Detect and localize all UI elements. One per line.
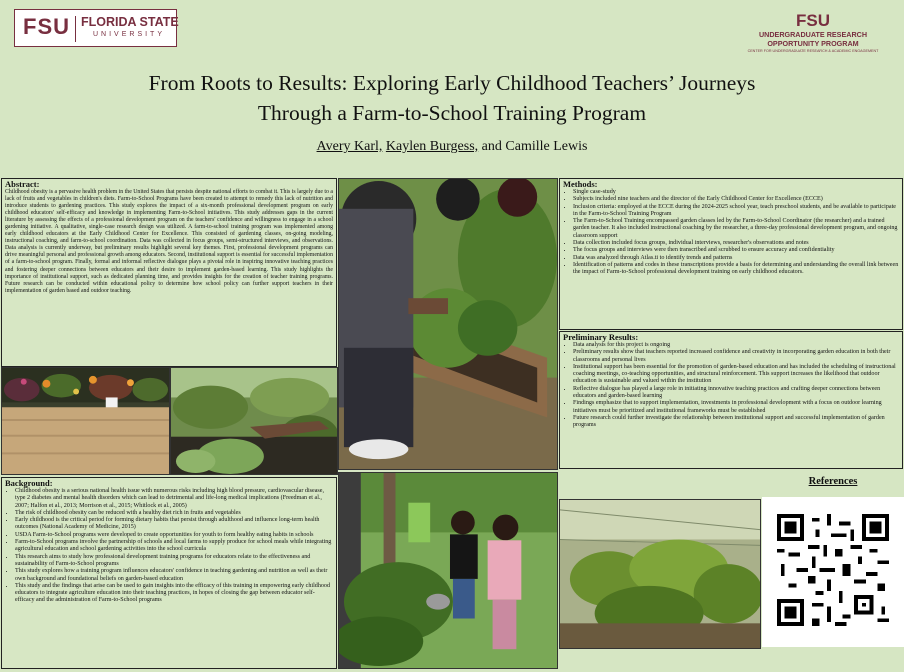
author-3: and Camille Lewis xyxy=(481,139,588,154)
urop-logo-line2: OPPORTUNITY PROGRAM xyxy=(767,39,859,48)
list-item: • Single case-study xyxy=(573,189,899,196)
abstract-heading: Abstract: xyxy=(5,179,40,189)
list-item: • The focus groups and interviews were then transcribed and scrubbed to ensure accuracy and confidentiality xyxy=(573,247,899,254)
list-item: • This study and the findings that arise can be used to gain insights into the efficacy of this training in empowering early childhood educators to integrate agriculture education into their teaching practices, in hopes of closing the gap between educator self-efficacy and the administration of Farm-to-School programs xyxy=(15,583,333,605)
list-item: • Preliminary results show that teachers reported increased confidence and creativity in incorporating garden education in both their classrooms and personal lives xyxy=(573,349,899,364)
methods-heading: Methods: xyxy=(563,179,598,189)
photo-greenhouse-plants xyxy=(559,499,761,649)
fsu-logo xyxy=(14,9,177,47)
abstract-text: Childhood obesity is a pervasive health problem in the United States that persists despite national efforts to combat it. This is largely due to a lack of fruits and vegetables in children's diets. Farm-to-School Programs have been created to attempt to remedy this lack of nutrition and introduce students to gardening practices. This study explores the impact of a six-month professional development program on early childhood educators' self-efficacy and knowledge in implementing Farm-to-School initiatives. This study addresses gaps in the current literature by assessing the effects of a professional development program on the teachers' confidence and willingness to engage in a school gardening initiative. A qualitative, single-case research design was utilized. A farm-to-school training program was implemented among early childhood educators at the Early Childhood Center for Excellence. This consisted of gardening classes, on-going modeling, instructional coaching, and farm-to-school coordination. Data was collected in focus groups, semi-structured interviews, and observations. Data analysis is currently underway, but preliminary results highlight several key themes. First, professional development programs can drive meaningful personal and professional growth among educators. Second, institutional support is essential for successful implementation of a farm-to-school program. Finally, formal and informal reflective dialogue plays a pivotal role in inspiring innovative teaching practices and fostering deeper connections between educators and their desire to implement garden-based learning. This study highlights the importance of institutional support, such as dedicated planning time, and provides insights for the creation of teacher training programs. Future research can be conducted within educational policy to determine how school policy can further support teachers in their implementation of garden based and outdoor teaching. xyxy=(5,189,333,294)
poster-title-line2: Through a Farm-to-School Training Program xyxy=(257,101,647,125)
list-item: • Early childhood is the critical period for forming dietary habits that persist through adulthood and influence long-term health outcomes (National Academy of Medicine, 2015) xyxy=(15,517,333,532)
results-section xyxy=(559,331,903,469)
list-item: • Data was analyzed through Atlas.ti to identify trends and patterns xyxy=(573,255,899,262)
qr-code[interactable] xyxy=(762,497,904,647)
urop-logo-line1: UNDERGRADUATE RESEARCH xyxy=(758,30,868,39)
poster-title xyxy=(0,68,904,128)
background-list xyxy=(2,488,336,605)
photo-flower-bed xyxy=(1,367,170,475)
list-item: • Farm-to-School programs involve the partnership of schools and local farms to supply produce for school meals while integrating agricultural education and school gardening activities into the school curricula xyxy=(15,539,333,554)
list-item: • This research aims to study how professional development training programs for educators relate to the effectiveness and sustainability of Farm-to-School programs xyxy=(15,554,333,569)
urop-logo-mark: FSU xyxy=(796,11,830,30)
results-heading: Preliminary Results: xyxy=(563,332,639,342)
fsu-logo-sub: UNIVERSITY xyxy=(93,31,166,38)
background-section xyxy=(1,477,337,669)
list-item: • Data analysis for this project is ongoing xyxy=(573,342,899,349)
references-heading: References xyxy=(808,476,858,487)
methods-section xyxy=(559,178,903,330)
list-item: • The risk of childhood obesity can be reduced with a healthy diet rich in fruits and vegetables xyxy=(15,510,333,517)
list-item: • This study explores how a training program influences educators' confidence in teaching gardening and nutrition as well as their own background and foundational beliefs on garden-based education xyxy=(15,568,333,583)
list-item: • Institutional support has been essential for the promotion of garden-based education and has included the scheduling of instructional coaching meetings, co-teaching opportunities, and structural reinforcement. This support increases the likelihood that outdoor education is sustainable and valued within the institution xyxy=(573,364,899,386)
list-item: • The Farm-to-School Training encompassed garden classes led by the Farm-to-School Coordinator (the researcher) and a trained garden teacher. It also included instructional coaching by the researcher, a three-day professional development program, and ongoing classroom support xyxy=(573,218,899,240)
list-item: • Data collection included focus groups, individual interviews, researcher's observations and notes xyxy=(573,240,899,247)
list-item: • Findings emphasize that to support implementation, investments in professional development with a focus on outdoor learning initiatives must be prioritized and institutional frameworks must be established xyxy=(573,400,899,415)
list-item: • Childhood obesity is a serious national health issue with numerous risks including high blood pressure, cardiovascular disease, type 2 diabetes and mental health disorders which can lead to detrimental and life-long medical implications (Freedman et al., 2007; Halfon et al., 2013; Morrison et al., 2015; Whitlock et al., 2005) xyxy=(15,488,333,510)
urop-logo-line3: CENTER FOR UNDERGRADUATE RESEARCH & ACADEMIC ENGAGEMENT xyxy=(747,49,879,53)
author-2: Kaylen Burgess, xyxy=(385,139,479,154)
list-item: • Inclusion criteria: employed at the ECCE during the 2024-2025 school year, teach preschool students, and be available to participate in the Farm-to-School Training Program xyxy=(573,204,899,219)
photo-hand-leaves xyxy=(170,367,338,475)
list-item: • Identification of patterns and codes in these transcriptions provide a basis for determining and understanding the overall link between the impact of Farm-to-School professional development training on early childhood educators. xyxy=(573,262,899,277)
author-1: Avery Karl, xyxy=(316,139,383,154)
fsu-logo-mark: FSU xyxy=(23,14,70,39)
methods-list xyxy=(560,189,902,277)
urop-logo xyxy=(733,12,893,58)
photo-children-garden xyxy=(338,178,558,470)
list-item: • Reflective dialogue has played a large role in initiating innovative teaching practices and crafting deeper connections between educators and garden-based learning xyxy=(573,386,899,401)
list-item: • Future research could further investigate the relationship between institutional support and successful implementation of garden programs xyxy=(573,415,899,430)
results-list xyxy=(560,342,902,430)
photo-children-watering xyxy=(338,472,558,669)
list-item: • USDA Farm-to-School programs were developed to create opportunities for youth to form healthy eating habits in schools xyxy=(15,532,333,539)
fsu-logo-name: FLORIDA STATE xyxy=(81,15,179,29)
background-heading: Background: xyxy=(5,478,53,488)
authors xyxy=(0,139,904,155)
list-item: • Subjects included nine teachers and the director of the Early Childhood Center for Excellence (ECCE) xyxy=(573,196,899,203)
abstract-section xyxy=(1,178,337,367)
poster-title-line1: From Roots to Results: Exploring Early Childhood Teachers’ Journeys xyxy=(148,71,756,95)
